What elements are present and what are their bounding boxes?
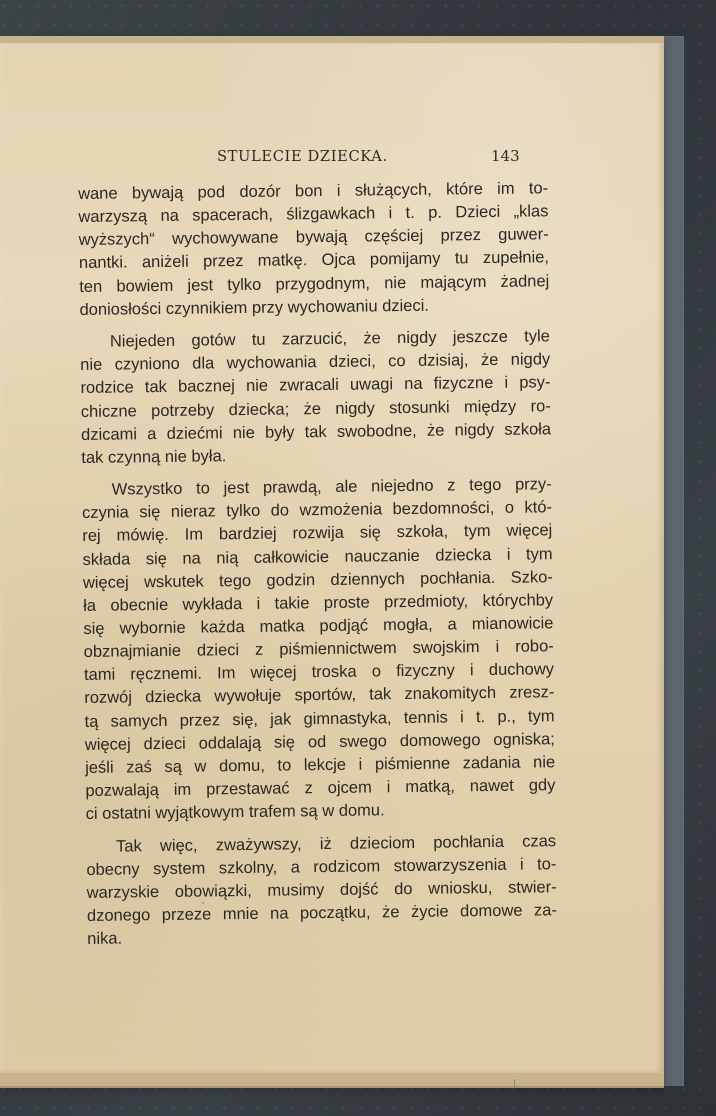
paragraph-1-line-6: doniosłości czynnikiem przy wychowaniu dzieci.	[79, 296, 430, 319]
paragraph-3-line-12: więcej dzieci oddalają się od swego domowego ogniska;	[84, 729, 555, 754]
paragraph-3-line-11: tą samych przez się, jak gimnastyka, tennis i t. p., tym	[84, 706, 555, 731]
paragraph-3-line-5: więcej wskutek tego godzin dziennych pochłania. Szko-	[82, 567, 553, 592]
paragraph-2-line-6: tak czynną nie była.	[81, 447, 227, 467]
paragraph-2-line-3: rodzice tak bacznej nie zwracali uwagi na fizyczne i psy-	[80, 373, 551, 398]
book-page	[0, 43, 664, 1073]
paragraph-3-line-1: Wszystko to jest prawdą, ale niejedno z tego przy-	[111, 475, 552, 499]
paragraph-1-line-1: wane bywają pod dozór bon i służących, które im to-	[78, 179, 549, 203]
paragraph-2-line-2: nie czyniono dla wychowania dzieci, co dzisiaj, że nigdy	[80, 350, 551, 375]
paper-speck	[121, 531, 123, 533]
paragraph-3-line-14: pozwalają im przestawać z ojcem i matką, nawet gdy	[85, 776, 556, 801]
page-number: 143	[491, 147, 520, 165]
paper-speck	[202, 902, 204, 904]
paragraph-3-line-8: obznajmianie dzieci z piśmiennictwem swojskim i robo-	[83, 637, 554, 662]
paragraph-3-line-6: ła obecnie wykłada i takie proste przedmioty, którychby	[83, 591, 554, 615]
paragraph-1-line-3: wyższych“ wychowywane bywają częściej przez guwer-	[78, 225, 549, 250]
paragraph-2-line-4: chiczne potrzeby dziecka; że nigdy stosunki między ro-	[80, 396, 551, 421]
paragraph-3-line-15: ci ostatni wyjątkowym trafem są w domu.	[85, 801, 385, 824]
paragraph-4-line-1: Tak więc, zważywszy, iż dzieciom pochłania czas	[115, 831, 557, 856]
paragraph-1-line-2: warzyszą na spacerach, ślizgawkach i t. p. Dzieci „klas	[78, 202, 549, 227]
paragraph-4-line-2: obecny system szkolny, a rodzicom stowarzyszenia i to-	[86, 854, 557, 879]
running-title: STULECIE DZIECKA.	[217, 148, 388, 165]
paragraph-4-line-4: dzonego przeze mnie na początku, że życie domowe za-	[86, 901, 558, 925]
paragraph-3-line-4: składa się na nią całkowicie nauczanie dziecka i tym	[82, 544, 553, 569]
paragraph-3-line-9: tami ręcznemi. Im więcej troska o fizyczny i duchowy	[83, 660, 555, 685]
paragraph-1-line-5: ten bowiem jest tylko przygodnym, nie mającym żadnej	[79, 271, 550, 296]
paragraph-3-line-7: się wybornie każda matka podjąć mogła, a mianowicie	[83, 614, 554, 638]
paper-mark	[514, 1079, 515, 1087]
paragraph-4-line-3: warzyskie obowiązki, musimy dojść do wniosku, stwier-	[86, 878, 557, 902]
page-body	[78, 177, 557, 951]
paragraph-1-line-4: nantki. aniżeli przez matkę. Ojca pomijamy tu zupełnie,	[78, 248, 550, 273]
paragraph-2-line-1: Niejeden gotów tu zarzucić, że nigdy jeszcze tyle	[109, 327, 551, 351]
paragraph-3-line-3: rej mówię. Im bardziej rozwija się szkoła, tym więcej	[82, 521, 553, 546]
paragraph-3-line-13: jeśli zaś są w domu, to lekcje i piśmienne zadania nie	[85, 753, 556, 777]
paragraph-4-line-5: nika.	[87, 929, 123, 949]
paragraph-2-line-5: dzicami a dziećmi nie były tak swobodne, że nigdy szkoła	[80, 419, 552, 444]
paragraph-3-line-10: rozwój dziecka wywołuje sportów, tak znakomitych zresz-	[84, 683, 555, 708]
paragraph-3-line-2: czynia się nieraz tylko do wzmożenia bezdomności, o któ-	[81, 498, 553, 523]
